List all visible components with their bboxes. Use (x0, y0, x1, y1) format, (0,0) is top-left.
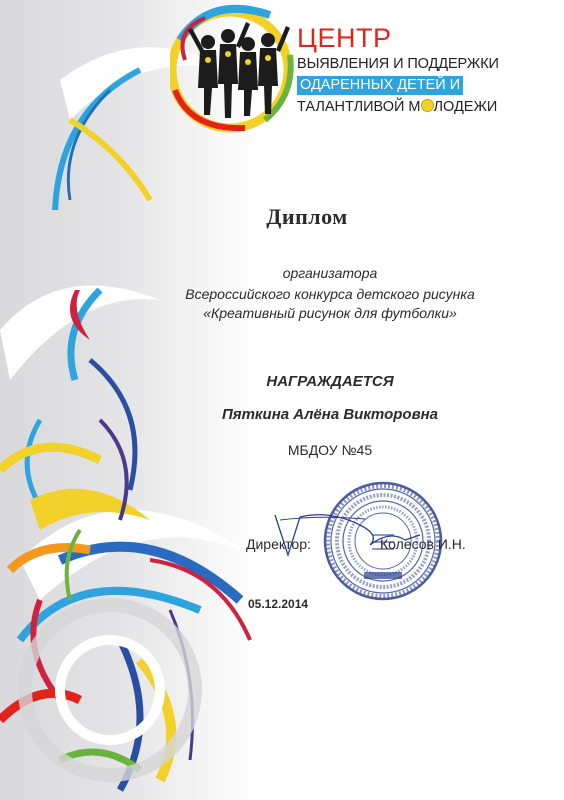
role-line: организатора (282, 265, 378, 281)
diploma-title: Диплом (266, 204, 348, 229)
director-name: Колесов И.Н. (380, 536, 466, 552)
recipient-name: Пяткина Алёна Викторовна (221, 406, 439, 423)
org-line-4-end: ЛОДЕЖИ (433, 99, 498, 115)
director-label: Директор: (246, 536, 311, 552)
awarded-heading: НАГРАЖДАЕТСЯ (266, 373, 394, 390)
organization-name (297, 24, 557, 116)
children-silhouettes-logo-icon (170, 0, 300, 135)
institution: МБДОУ №45 (287, 442, 373, 458)
contest-name-line: «Креативный рисунок для футболки» (203, 305, 457, 321)
contest-line: Всероссийского конкурса детского рисунка (185, 286, 475, 302)
signature-icon (270, 495, 430, 565)
ball-icon (421, 99, 434, 112)
org-line-2: ВЫЯВЛЕНИЯ И ПОДДЕРЖКИ (297, 56, 499, 72)
org-line-3: ОДАРЕННЫХ ДЕТЕЙ И (297, 76, 463, 95)
issue-date: 05.12.2014 (248, 597, 309, 611)
org-line-4 (297, 98, 557, 116)
org-line-1: ЦЕНТР (297, 23, 392, 53)
org-line-4-start: ТАЛАНТЛИВОЙ М (297, 99, 421, 115)
